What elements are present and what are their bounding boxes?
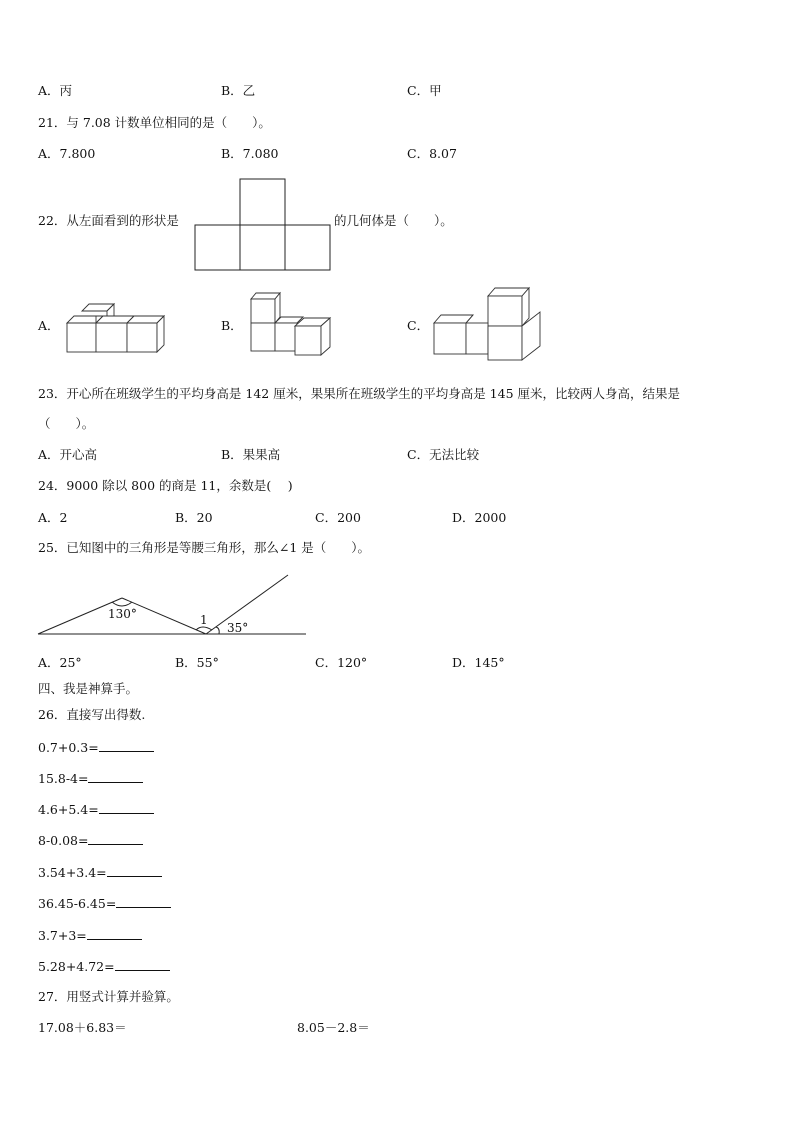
q25-option-b: B．55° (175, 655, 219, 670)
q20-option-a: A．丙 (38, 83, 73, 98)
q20-option-c: C．甲 (407, 83, 442, 98)
q23-option-b: B．果果高 (221, 447, 281, 462)
q23-option-a: A．开心高 (38, 447, 98, 462)
answer-blank[interactable] (99, 739, 154, 752)
q23-text-line2: （ ）。 (38, 416, 95, 431)
answer-blank[interactable] (87, 927, 142, 940)
answer-blank[interactable] (88, 770, 143, 783)
q22-option-c: C． (407, 318, 430, 333)
q27-item-1: 17.08＋6.83＝ (38, 1020, 127, 1035)
q26-item: 8-0.08= (38, 832, 143, 849)
q23-text-line1: 23．开心所在班级学生的平均身高是 142 厘米，果果所在班级学生的平均身高是 145 厘米，比较两人身高，结果是 (38, 386, 681, 401)
angle-35-label: 35° (227, 621, 249, 635)
q24-option-d: D．2000 (452, 510, 507, 525)
q26-item: 4.6+5.4= (38, 801, 154, 818)
q22-option-c-figure (433, 286, 543, 364)
q26-item: 36.45-6.45= (38, 895, 171, 912)
q26-item: 15.8-4= (38, 770, 143, 787)
q22-option-a: A． (38, 318, 60, 333)
answer-blank[interactable] (116, 895, 171, 908)
q26-item: 5.28+4.72= (38, 958, 170, 975)
q22-text-before: 22．从左面看到的形状是 (38, 213, 179, 228)
q26-item: 3.54+3.4= (38, 864, 162, 881)
q24-option-b: B．20 (175, 510, 213, 525)
q25-triangle-figure (36, 572, 310, 638)
q25-option-a: A．25° (38, 655, 82, 670)
q25-option-c: C．120° (315, 655, 368, 670)
q27-text: 27．用竖式计算并验算。 (38, 989, 179, 1004)
answer-blank[interactable] (88, 832, 143, 845)
q23-option-c: C．无法比较 (407, 447, 480, 462)
q22-text-after: 的几何体是（ ）。 (334, 213, 453, 228)
q21-option-c: C．8.07 (407, 146, 457, 161)
q27-item-2: 8.05－2.8＝ (297, 1020, 370, 1035)
q22-option-b: B． (221, 318, 243, 333)
section-4-title: 四、我是神算手。 (38, 681, 139, 696)
q24-text: 24．9000 除以 800 的商是 11，余数是( ) (38, 478, 293, 493)
q26-item: 3.7+3= (38, 927, 142, 944)
q24-option-a: A．2 (38, 510, 68, 525)
q21-text: 21．与 7.08 计数单位相同的是（ ）。 (38, 115, 271, 130)
q25-text: 25．已知图中的三角形是等腰三角形，那么∠1 是（ ）。 (38, 540, 371, 555)
apex-angle-label: 130° (108, 607, 137, 621)
q24-option-c: C．200 (315, 510, 361, 525)
q21-option-a: A．7.800 (38, 146, 96, 161)
q22-option-a-figure (66, 300, 166, 355)
answer-blank[interactable] (115, 958, 170, 971)
q25-option-d: D．145° (452, 655, 505, 670)
q22-left-view-figure (194, 178, 332, 271)
q21-option-b: B．7.080 (221, 146, 279, 161)
answer-blank[interactable] (107, 864, 162, 877)
q20-option-b: B．乙 (221, 83, 256, 98)
answer-blank[interactable] (99, 801, 154, 814)
q26-item: 0.7+0.3= (38, 739, 154, 756)
angle-1-label: 1 (200, 613, 208, 627)
q22-option-b-figure (250, 289, 336, 356)
q26-text: 26．直接写出得数. (38, 707, 146, 722)
